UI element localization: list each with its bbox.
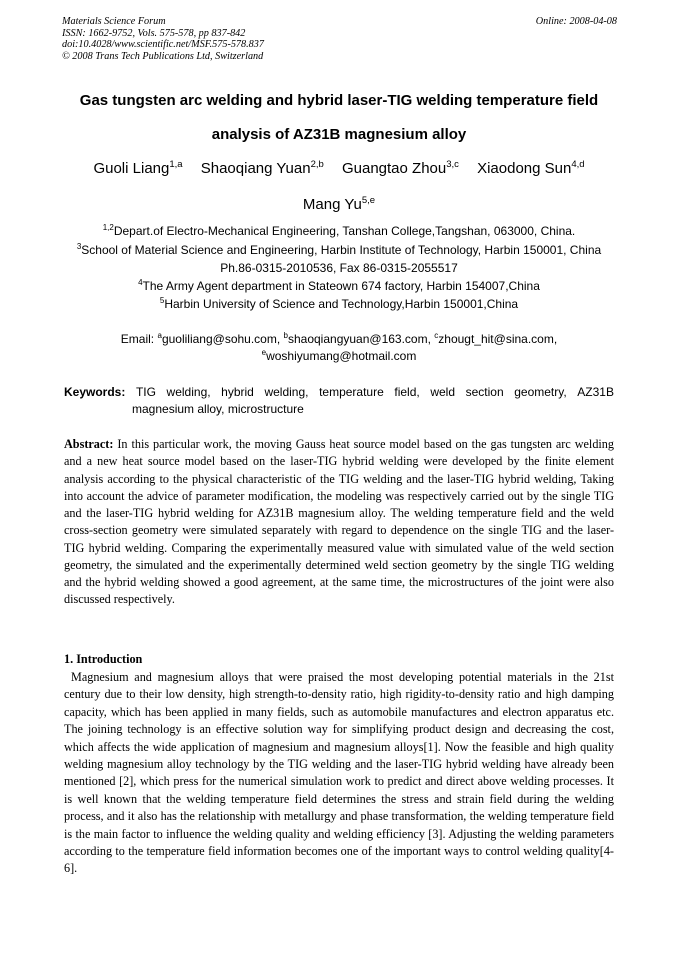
- author-list: [0, 160, 678, 178]
- affiliation-text: Harbin University of Science and Technology,Harbin 150001,China: [164, 297, 519, 311]
- doi-line: doi:10.4028/www.scientific.net/MSF.575-578.837: [62, 39, 264, 50]
- author: [342, 160, 459, 178]
- affiliation-text: The Army Agent department in Stateown 674 factory, Harbin 154007,China: [142, 279, 540, 293]
- author: [201, 160, 324, 178]
- abstract-label: Abstract:: [64, 437, 114, 451]
- keyword-term: hybrid: [221, 385, 254, 399]
- affiliation-superscript: 4: [138, 278, 143, 287]
- email-superscript: e: [261, 348, 267, 357]
- paper-title-line-1: Gas tungsten arc welding and hybrid laser-TIG welding temperature field: [79, 92, 599, 109]
- email-superscript: b: [283, 331, 288, 340]
- affiliation-superscript: 3: [76, 242, 82, 251]
- author: [477, 160, 584, 178]
- affiliation: [0, 297, 678, 312]
- author: [93, 160, 182, 178]
- keyword-term: weld: [430, 385, 456, 399]
- author-name: Guangtao Zhou: [341, 160, 447, 177]
- author-name: Shaoqiang Yuan: [200, 160, 311, 177]
- affiliation: [0, 224, 678, 239]
- keyword-term: welding,: [264, 385, 309, 399]
- keywords-line-2: magnesium alloy, microstructure: [132, 402, 304, 416]
- author-name: Xiaodong Sun: [477, 160, 572, 177]
- section-heading-introduction: 1. Introduction: [64, 652, 143, 666]
- author-superscript: 2,b: [310, 159, 324, 170]
- copyright-line: © 2008 Trans Tech Publications Ltd, Switzerland: [62, 50, 264, 62]
- email-superscript: a: [157, 331, 162, 340]
- keyword-term: field,: [394, 385, 420, 399]
- affiliation-text: Ph.86-0315-2010536, Fax 86-0315-2055517: [220, 261, 458, 275]
- journal-name: Materials Science Forum: [62, 16, 166, 27]
- email-address[interactable]: shaoqiangyuan@163.com,: [287, 332, 435, 346]
- keyword-term: section: [465, 385, 504, 399]
- author: [303, 196, 375, 214]
- keywords-label: Keywords:: [64, 385, 126, 399]
- abstract-text: In this particular work, the moving Gauss heat source model based on the gas tungsten arc welding and a new heat source model based on the laser-TIG hybrid welding were developed by the finite element analysis according to the physical characteristic of the TIG welding and the laser-TIG hybrid welding, Taking into account the advice of parameter modification, the modeling was respectively carried out by the single TIG and the laser-TIG hybrid welding for AZ31B magnesium alloy. The welding temperature field and the weld cross-section geometry were simulated separately with regard to dependence on the single TIG and the laser-TIG hybrid welding. Comparing the experimentally measured value with simulated value of the weld section geometry, the simulated and the experimentally determined weld section geometry by the single TIG welding and the hybrid welding showed a good agreement, at the same time, the microstructures of the joint were also discussed respectively.: [64, 437, 614, 607]
- affiliation-superscript: 1,2: [102, 223, 114, 232]
- keyword-term: welding,: [166, 385, 211, 399]
- email-address[interactable]: zhougt_hit@sina.com,: [438, 332, 558, 346]
- issn-line: ISSN: 1662-9752, Vols. 575-578, pp 837-842: [62, 27, 246, 39]
- affiliation-text: Depart.of Electro-Mechanical Engineering, Tanshan College,Tangshan, 063000, China.: [113, 224, 576, 238]
- affiliation-text: School of Material Science and Engineering, Harbin Institute of Technology, Harbin 150001, China: [81, 243, 602, 257]
- keyword-term: TIG: [135, 385, 156, 399]
- paper-title-line-2: analysis of AZ31B magnesium alloy: [211, 126, 467, 143]
- author-superscript: 4,d: [571, 159, 585, 170]
- author-superscript: 3,c: [446, 159, 459, 170]
- author-superscript: 5,e: [361, 195, 376, 206]
- email-line-1: [0, 332, 678, 347]
- affiliation: [0, 279, 678, 294]
- affiliation-phone: [0, 261, 678, 276]
- email-label: Email:: [120, 332, 158, 346]
- author-name: Guoli Liang: [93, 160, 170, 177]
- keyword-term: temperature: [319, 385, 384, 399]
- keyword-term: geometry,: [514, 385, 567, 399]
- email-superscript: c: [434, 331, 439, 340]
- introduction-paragraph: Magnesium and magnesium alloys that were praised the most developing potential materials in the 21st century due to their low density, high strength-to-density ratio, high rigidity-to-density ratio and high damping capacity, which has been applied in many fields, such as automobile manufactures and electron apparatus etc. The joining technology is an effective solution way for simplifying product design and decreasing the cost, which affects the wide application of magnesium and magnesium alloys[1]. Now the feasible and high quality welding magnesium alloy technology by the TIG welding and the laser-TIG hybrid welding have already been mentioned [2], which press for the numerical simulation work to predict and direct above welding processes. It is well known that the welding temperature field determines the stress and strain field during the welding process, and it also has the relationship with metallurgy and phase transformation, the welding temperature field is the main factor to influence the welding quality and welding efficiency [3]. Adjusting the welding parameters according to the temperature field information becomes one of the important ways to control welding quality[4-6].: [64, 670, 614, 876]
- author-list-line-2: [0, 196, 678, 214]
- affiliation: [0, 243, 678, 258]
- email-address[interactable]: woshiyumang@hotmail.com: [266, 349, 417, 363]
- author-name: Mang Yu: [302, 196, 362, 213]
- author-superscript: 1,a: [169, 159, 183, 170]
- keywords-block: [64, 384, 614, 418]
- journal-header: [62, 16, 617, 62]
- online-date: Online: 2008-04-08: [535, 16, 617, 27]
- abstract-paragraph: [64, 436, 614, 609]
- keyword-term: AZ31B: [577, 385, 614, 399]
- email-line-2: [0, 349, 678, 364]
- keywords-line-1: [64, 384, 614, 401]
- affiliation-superscript: 5: [159, 296, 165, 305]
- email-address[interactable]: guoliliang@sohu.com,: [161, 332, 284, 346]
